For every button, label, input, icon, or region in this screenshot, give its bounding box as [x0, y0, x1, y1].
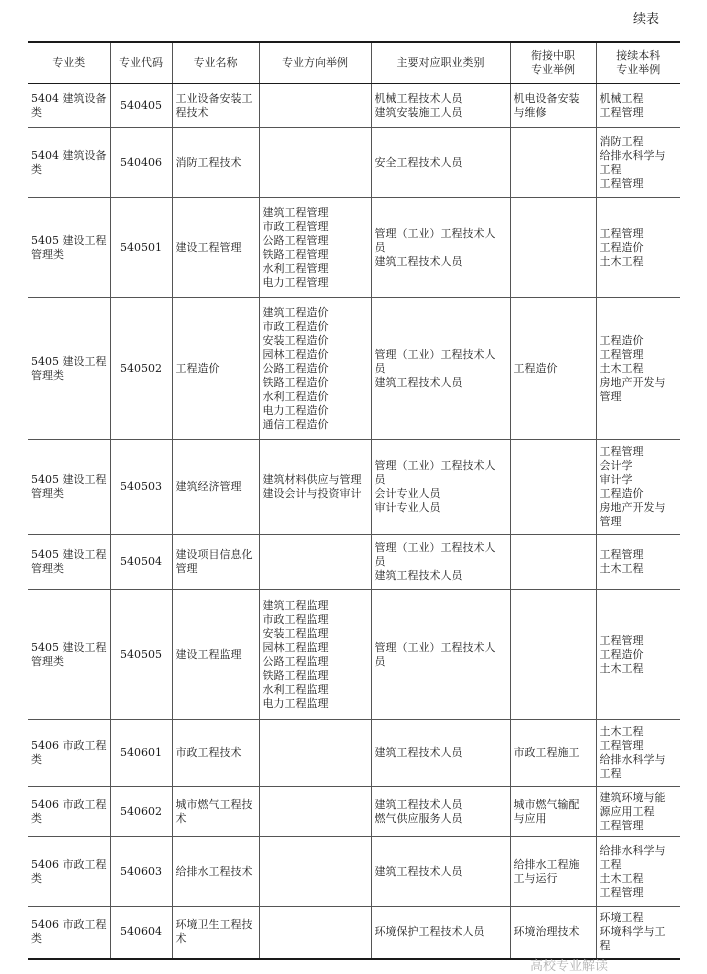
watermark-text: 高校专业解读 — [530, 959, 609, 974]
cell-occupations: 管理（工业）工程技术人 员 会计专业人员 审计专业人员 — [371, 440, 510, 535]
cell-category: 5405 建设工程 管理类 — [28, 440, 110, 535]
cell-name: 建设工程监理 — [172, 590, 259, 720]
cell-name: 工程造价 — [172, 298, 259, 440]
cell-directions — [259, 837, 371, 907]
cell-code: 540602 — [110, 787, 172, 837]
table-row — [28, 440, 680, 535]
cell-occupations: 建筑工程技术人员 燃气供应服务人员 — [371, 787, 510, 837]
cell-name: 市政工程技术 — [172, 720, 259, 787]
cell-undergraduate: 建筑环境与能 源应用工程 工程管理 — [596, 787, 680, 837]
cell-name: 建设工程管理 — [172, 198, 259, 298]
cell-occupations: 管理（工业）工程技术人 员 — [371, 590, 510, 720]
cell-name: 消防工程技术 — [172, 128, 259, 198]
cell-code: 540406 — [110, 128, 172, 198]
table-row — [28, 720, 680, 787]
header-name: 专业名称 — [172, 42, 259, 84]
cell-code: 540505 — [110, 590, 172, 720]
cell-name: 建设项目信息化 管理 — [172, 535, 259, 590]
cell-code: 540604 — [110, 907, 172, 959]
cell-directions — [259, 535, 371, 590]
cell-undergraduate: 给排水科学与 工程 土木工程 工程管理 — [596, 837, 680, 907]
majors-table — [28, 41, 680, 960]
cell-name: 环境卫生工程技 术 — [172, 907, 259, 959]
header-directions: 专业方向举例 — [259, 42, 371, 84]
cell-occupations: 管理（工业）工程技术人 员 建筑工程技术人员 — [371, 198, 510, 298]
cell-occupations: 建筑工程技术人员 — [371, 837, 510, 907]
table-row — [28, 590, 680, 720]
table-body — [28, 84, 680, 959]
cell-occupations: 机械工程技术人员 建筑安装施工人员 — [371, 84, 510, 128]
table-row — [28, 298, 680, 440]
cell-directions — [259, 720, 371, 787]
cell-secondary: 环境治理技术 — [510, 907, 596, 959]
cell-code: 540603 — [110, 837, 172, 907]
header-category: 专业类 — [28, 42, 110, 84]
cell-secondary — [510, 535, 596, 590]
cell-category: 5405 建设工程 管理类 — [28, 298, 110, 440]
cell-secondary: 机电设备安装 与维修 — [510, 84, 596, 128]
cell-undergraduate: 工程管理 工程造价 土木工程 — [596, 198, 680, 298]
cell-category: 5406 市政工程 类 — [28, 907, 110, 959]
cell-undergraduate: 工程管理 土木工程 — [596, 535, 680, 590]
cell-secondary — [510, 198, 596, 298]
cell-secondary: 城市燃气输配 与应用 — [510, 787, 596, 837]
header-undergraduate: 接续本科 专业举例 — [596, 42, 680, 84]
cell-code: 540501 — [110, 198, 172, 298]
majors-table-container — [28, 41, 680, 960]
table-row — [28, 837, 680, 907]
cell-name: 城市燃气工程技 术 — [172, 787, 259, 837]
cell-directions — [259, 84, 371, 128]
cell-category: 5406 市政工程 类 — [28, 720, 110, 787]
cell-directions: 建筑工程监理 市政工程监理 安装工程监理 园林工程监理 公路工程监理 铁路工程监理 水利工程监理 电力工程监理 — [259, 590, 371, 720]
table-row — [28, 535, 680, 590]
continued-label: 续表 — [632, 12, 659, 27]
cell-secondary — [510, 128, 596, 198]
cell-directions — [259, 907, 371, 959]
header-occupations: 主要对应职业类别 — [371, 42, 510, 84]
header-code: 专业代码 — [110, 42, 172, 84]
cell-occupations: 环境保护工程技术人员 — [371, 907, 510, 959]
cell-directions: 建筑工程管理 市政工程管理 公路工程管理 铁路工程管理 水利工程管理 电力工程管理 — [259, 198, 371, 298]
cell-directions: 建筑工程造价 市政工程造价 安装工程造价 园林工程造价 公路工程造价 铁路工程造价 水利工程造价 电力工程造价 通信工程造价 — [259, 298, 371, 440]
cell-code: 540503 — [110, 440, 172, 535]
table-row — [28, 84, 680, 128]
cell-category: 5404 建筑设备 类 — [28, 84, 110, 128]
cell-undergraduate: 土木工程 工程管理 给排水科学与 工程 — [596, 720, 680, 787]
table-header — [28, 42, 680, 84]
cell-code: 540601 — [110, 720, 172, 787]
cell-category: 5405 建设工程 管理类 — [28, 535, 110, 590]
cell-secondary: 市政工程施工 — [510, 720, 596, 787]
cell-occupations: 安全工程技术人员 — [371, 128, 510, 198]
cell-undergraduate: 工程造价 工程管理 土木工程 房地产开发与 管理 — [596, 298, 680, 440]
table-row — [28, 128, 680, 198]
cell-code: 540504 — [110, 535, 172, 590]
header-row — [28, 42, 680, 84]
cell-category: 5404 建筑设备 类 — [28, 128, 110, 198]
cell-secondary — [510, 590, 596, 720]
cell-secondary — [510, 440, 596, 535]
cell-name: 工业设备安装工 程技术 — [172, 84, 259, 128]
cell-category: 5405 建设工程 管理类 — [28, 198, 110, 298]
cell-directions: 建筑材料供应与管理 建设会计与投资审计 — [259, 440, 371, 535]
cell-undergraduate: 机械工程 工程管理 — [596, 84, 680, 128]
cell-undergraduate: 工程管理 工程造价 土木工程 — [596, 590, 680, 720]
cell-code: 540502 — [110, 298, 172, 440]
cell-occupations: 管理（工业）工程技术人 员 建筑工程技术人员 — [371, 298, 510, 440]
cell-category: 5406 市政工程 类 — [28, 787, 110, 837]
cell-code: 540405 — [110, 84, 172, 128]
cell-occupations: 管理（工业）工程技术人 员 建筑工程技术人员 — [371, 535, 510, 590]
cell-directions — [259, 787, 371, 837]
cell-undergraduate: 工程管理 会计学 审计学 工程造价 房地产开发与 管理 — [596, 440, 680, 535]
cell-name: 给排水工程技术 — [172, 837, 259, 907]
cell-category: 5405 建设工程 管理类 — [28, 590, 110, 720]
table-row — [28, 198, 680, 298]
cell-name: 建筑经济管理 — [172, 440, 259, 535]
table-row — [28, 787, 680, 837]
cell-directions — [259, 128, 371, 198]
cell-undergraduate: 环境工程 环境科学与工 程 — [596, 907, 680, 959]
cell-secondary: 工程造价 — [510, 298, 596, 440]
cell-category: 5406 市政工程 类 — [28, 837, 110, 907]
cell-secondary: 给排水工程施 工与运行 — [510, 837, 596, 907]
cell-undergraduate: 消防工程 给排水科学与 工程 工程管理 — [596, 128, 680, 198]
cell-occupations: 建筑工程技术人员 — [371, 720, 510, 787]
header-secondary: 衔接中职 专业举例 — [510, 42, 596, 84]
table-row — [28, 907, 680, 959]
